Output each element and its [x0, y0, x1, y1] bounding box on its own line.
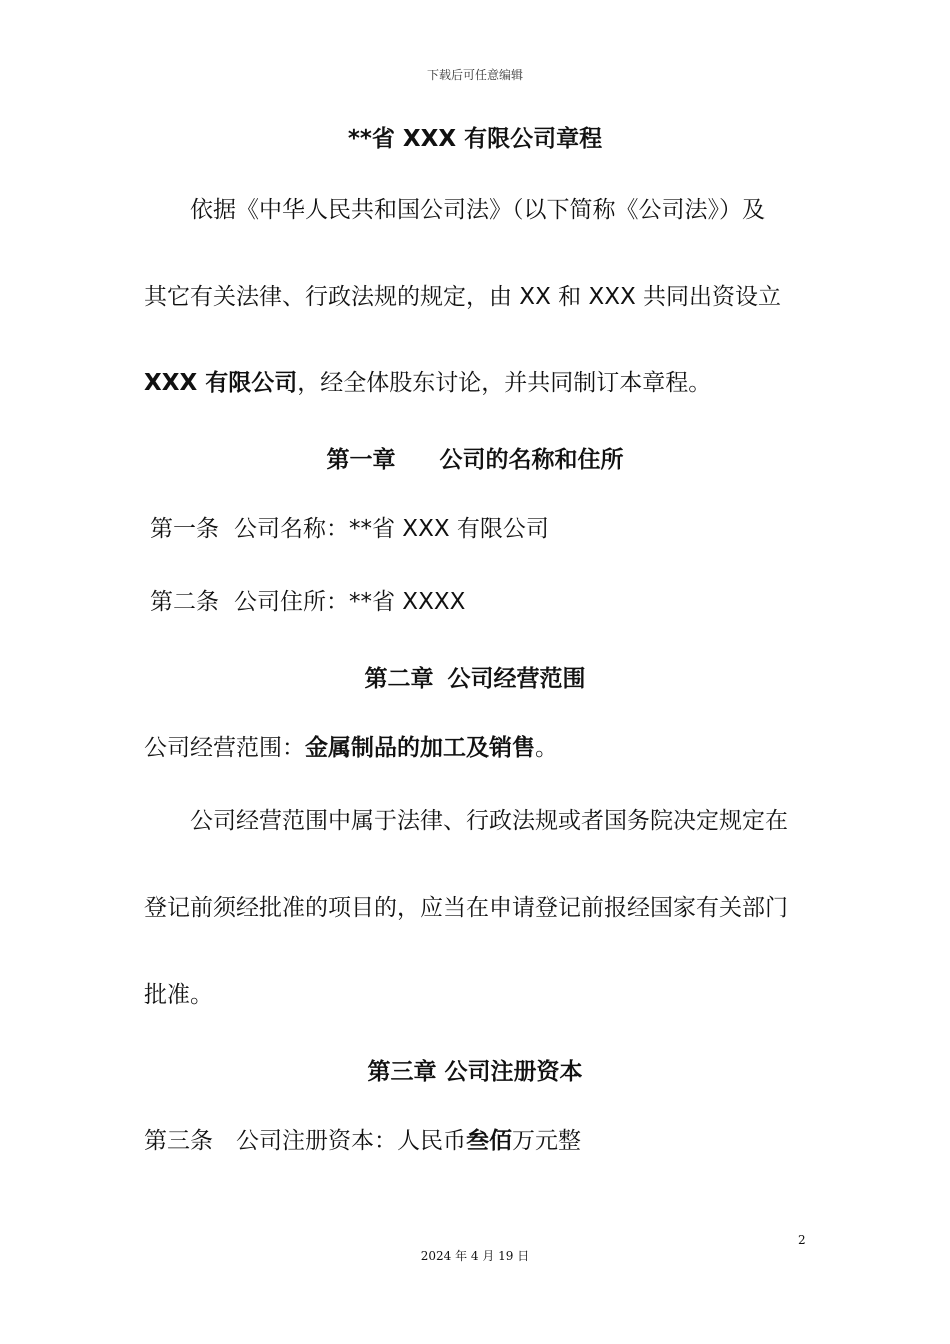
header-note: 下载后可任意编辑: [426, 68, 523, 82]
preamble-line-1: 依据《中华人民共和国公司法》（以下简称《公司法》）及: [190, 197, 765, 223]
chapter-3-title: 公司注册资本: [444, 1059, 583, 1085]
page-number: 2: [798, 1233, 806, 1247]
article-2-label: 第二条: [150, 589, 219, 615]
chapter-1-number: 第一章: [326, 447, 396, 473]
article-3-label: 第三条: [144, 1128, 213, 1154]
chapter-2-title: 公司经营范围: [447, 666, 586, 692]
scope-para-line-1: 公司经营范围中属于法律、行政法规或者国务院决定规定在: [190, 808, 788, 834]
company-name-bold: XXX 有限公司: [144, 370, 298, 396]
business-scope: [144, 733, 558, 763]
chapter-2-heading: [0, 660, 950, 693]
article-2: [150, 587, 465, 617]
business-scope-end: 。: [535, 735, 558, 761]
business-scope-value: 金属制品的加工及销售: [305, 735, 535, 761]
article-3-suffix: 万元整: [512, 1128, 581, 1154]
chapter-2-number: 第二章: [364, 666, 434, 692]
footer-date: 2024 年 4 月 19 日: [420, 1249, 530, 1263]
chapter-3-heading: [0, 1053, 950, 1086]
chapter-3-number: 第三章: [367, 1059, 437, 1085]
article-3-prefix: 公司注册资本：人民币: [236, 1128, 466, 1154]
article-1-label: 第一条: [150, 516, 219, 542]
article-1: [150, 514, 549, 544]
article-2-text: 公司住所：**省 XXXX: [234, 589, 466, 615]
chapter-1-heading: [0, 441, 950, 474]
chapter-1-title: 公司的名称和住所: [439, 447, 624, 473]
preamble-line-2: 其它有关法律、行政法规的规定，由 XX 和 XXX 共同出资设立: [144, 284, 782, 310]
article-3: [144, 1126, 581, 1156]
scope-para-line-2: 登记前须经批准的项目的，应当在申请登记前报经国家有关部门: [144, 895, 788, 921]
article-3-amount: 叁佰: [466, 1128, 512, 1154]
document-title: **省 XXX 有限公司章程: [347, 126, 603, 152]
article-1-text: 公司名称：**省 XXX 有限公司: [234, 516, 549, 542]
preamble-line-3-rest: ，经全体股东讨论，并共同制订本章程。: [297, 370, 712, 396]
preamble-line-3: [144, 368, 711, 398]
scope-para-line-3: 批准。: [144, 982, 213, 1008]
business-scope-label: 公司经营范围：: [144, 735, 305, 761]
